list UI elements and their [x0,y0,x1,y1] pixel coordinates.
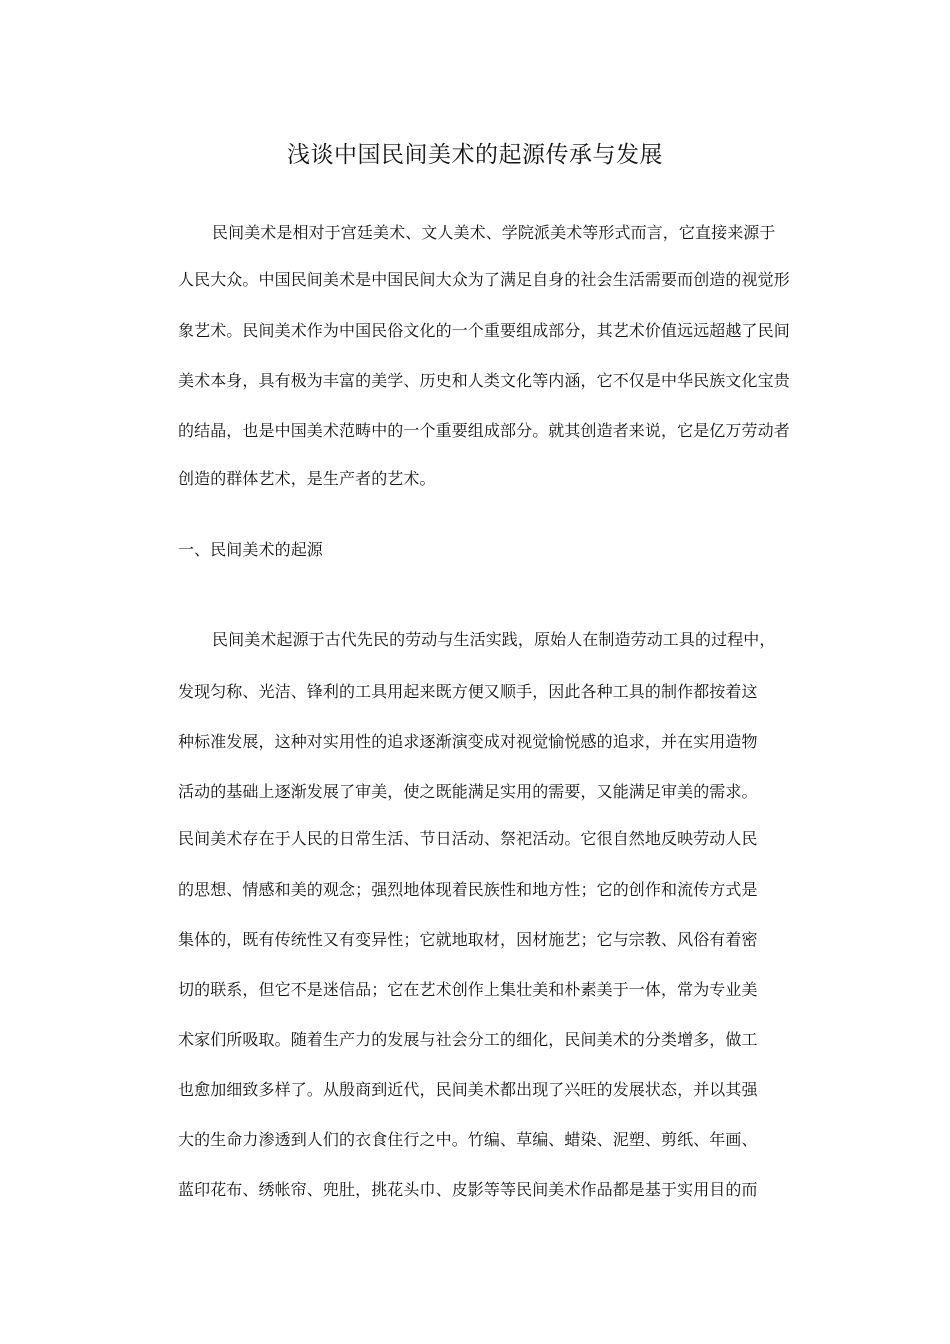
body-line: 民间美术起源于古代先民的劳动与生活实践，原始人在制造劳动工具的过程中， [212,630,776,649]
body-line: 的思想、情感和美的观念；强烈地体现着民族性和地方性；它的创作和流传方式是 [178,880,758,899]
body-line: 术家们所吸取。随着生产力的发展与社会分工的细化，民间美术的分类增多，做工 [178,1030,758,1049]
intro-line: 象艺术。民间美术作为中国民俗文化的一个重要组成部分，其艺术价值远远超越了民间 [178,321,790,340]
intro-line: 民间美术是相对于宫廷美术、文人美术、学院派美术等形式而言，它直接来源于 [212,223,776,242]
body-line: 蓝印花布、绣帐帘、兜肚，挑花头巾、皮影等等民间美术作品都是基于实用目的而 [178,1180,758,1199]
body-line: 集体的，既有传统性又有变异性；它就地取材，因材施艺；它与宗教、风俗有着密 [178,930,758,949]
document-title: 浅谈中国民间美术的起源传承与发展 [287,142,663,168]
body-line: 大的生命力渗透到人们的衣食住行之中。竹编、草编、蜡染、泥塑、剪纸、年画、 [178,1130,758,1149]
body-line: 发现匀称、光洁、锋利的工具用起来既方便又顺手，因此各种工具的制作都按着这 [178,682,758,701]
intro-line: 创造的群体艺术，是生产者的艺术。 [178,469,436,488]
intro-line: 美术本身，具有极为丰富的美学、历史和人类文化等内涵，它不仅是中华民族文化宝贵 [178,371,790,390]
section-heading: 一、民间美术的起源 [178,540,323,559]
body-line: 也愈加细致多样了。从殷商到近代，民间美术都出现了兴旺的发展状态，并以其强 [178,1080,758,1099]
body-line: 民间美术存在于人民的日常生活、节日活动、祭祀活动。它很自然地反映劳动人民 [178,829,758,848]
body-line: 种标准发展，这种对实用性的追求逐渐演变成对视觉愉悦感的追求，并在实用造物 [178,732,758,751]
intro-line: 的结晶，也是中国美术范畴中的一个重要组成部分。就其创造者来说，它是亿万劳动者 [178,421,790,440]
intro-line: 人民大众。中国民间美术是中国民间大众为了满足自身的社会生活需要而创造的视觉形 [178,270,790,289]
body-line: 活动的基础上逐渐发展了审美，使之既能满足实用的需要，又能满足审美的需求。 [178,782,758,801]
body-line: 切的联系，但它不是迷信品；它在艺术创作上集壮美和朴素美于一体，常为专业美 [178,980,758,999]
